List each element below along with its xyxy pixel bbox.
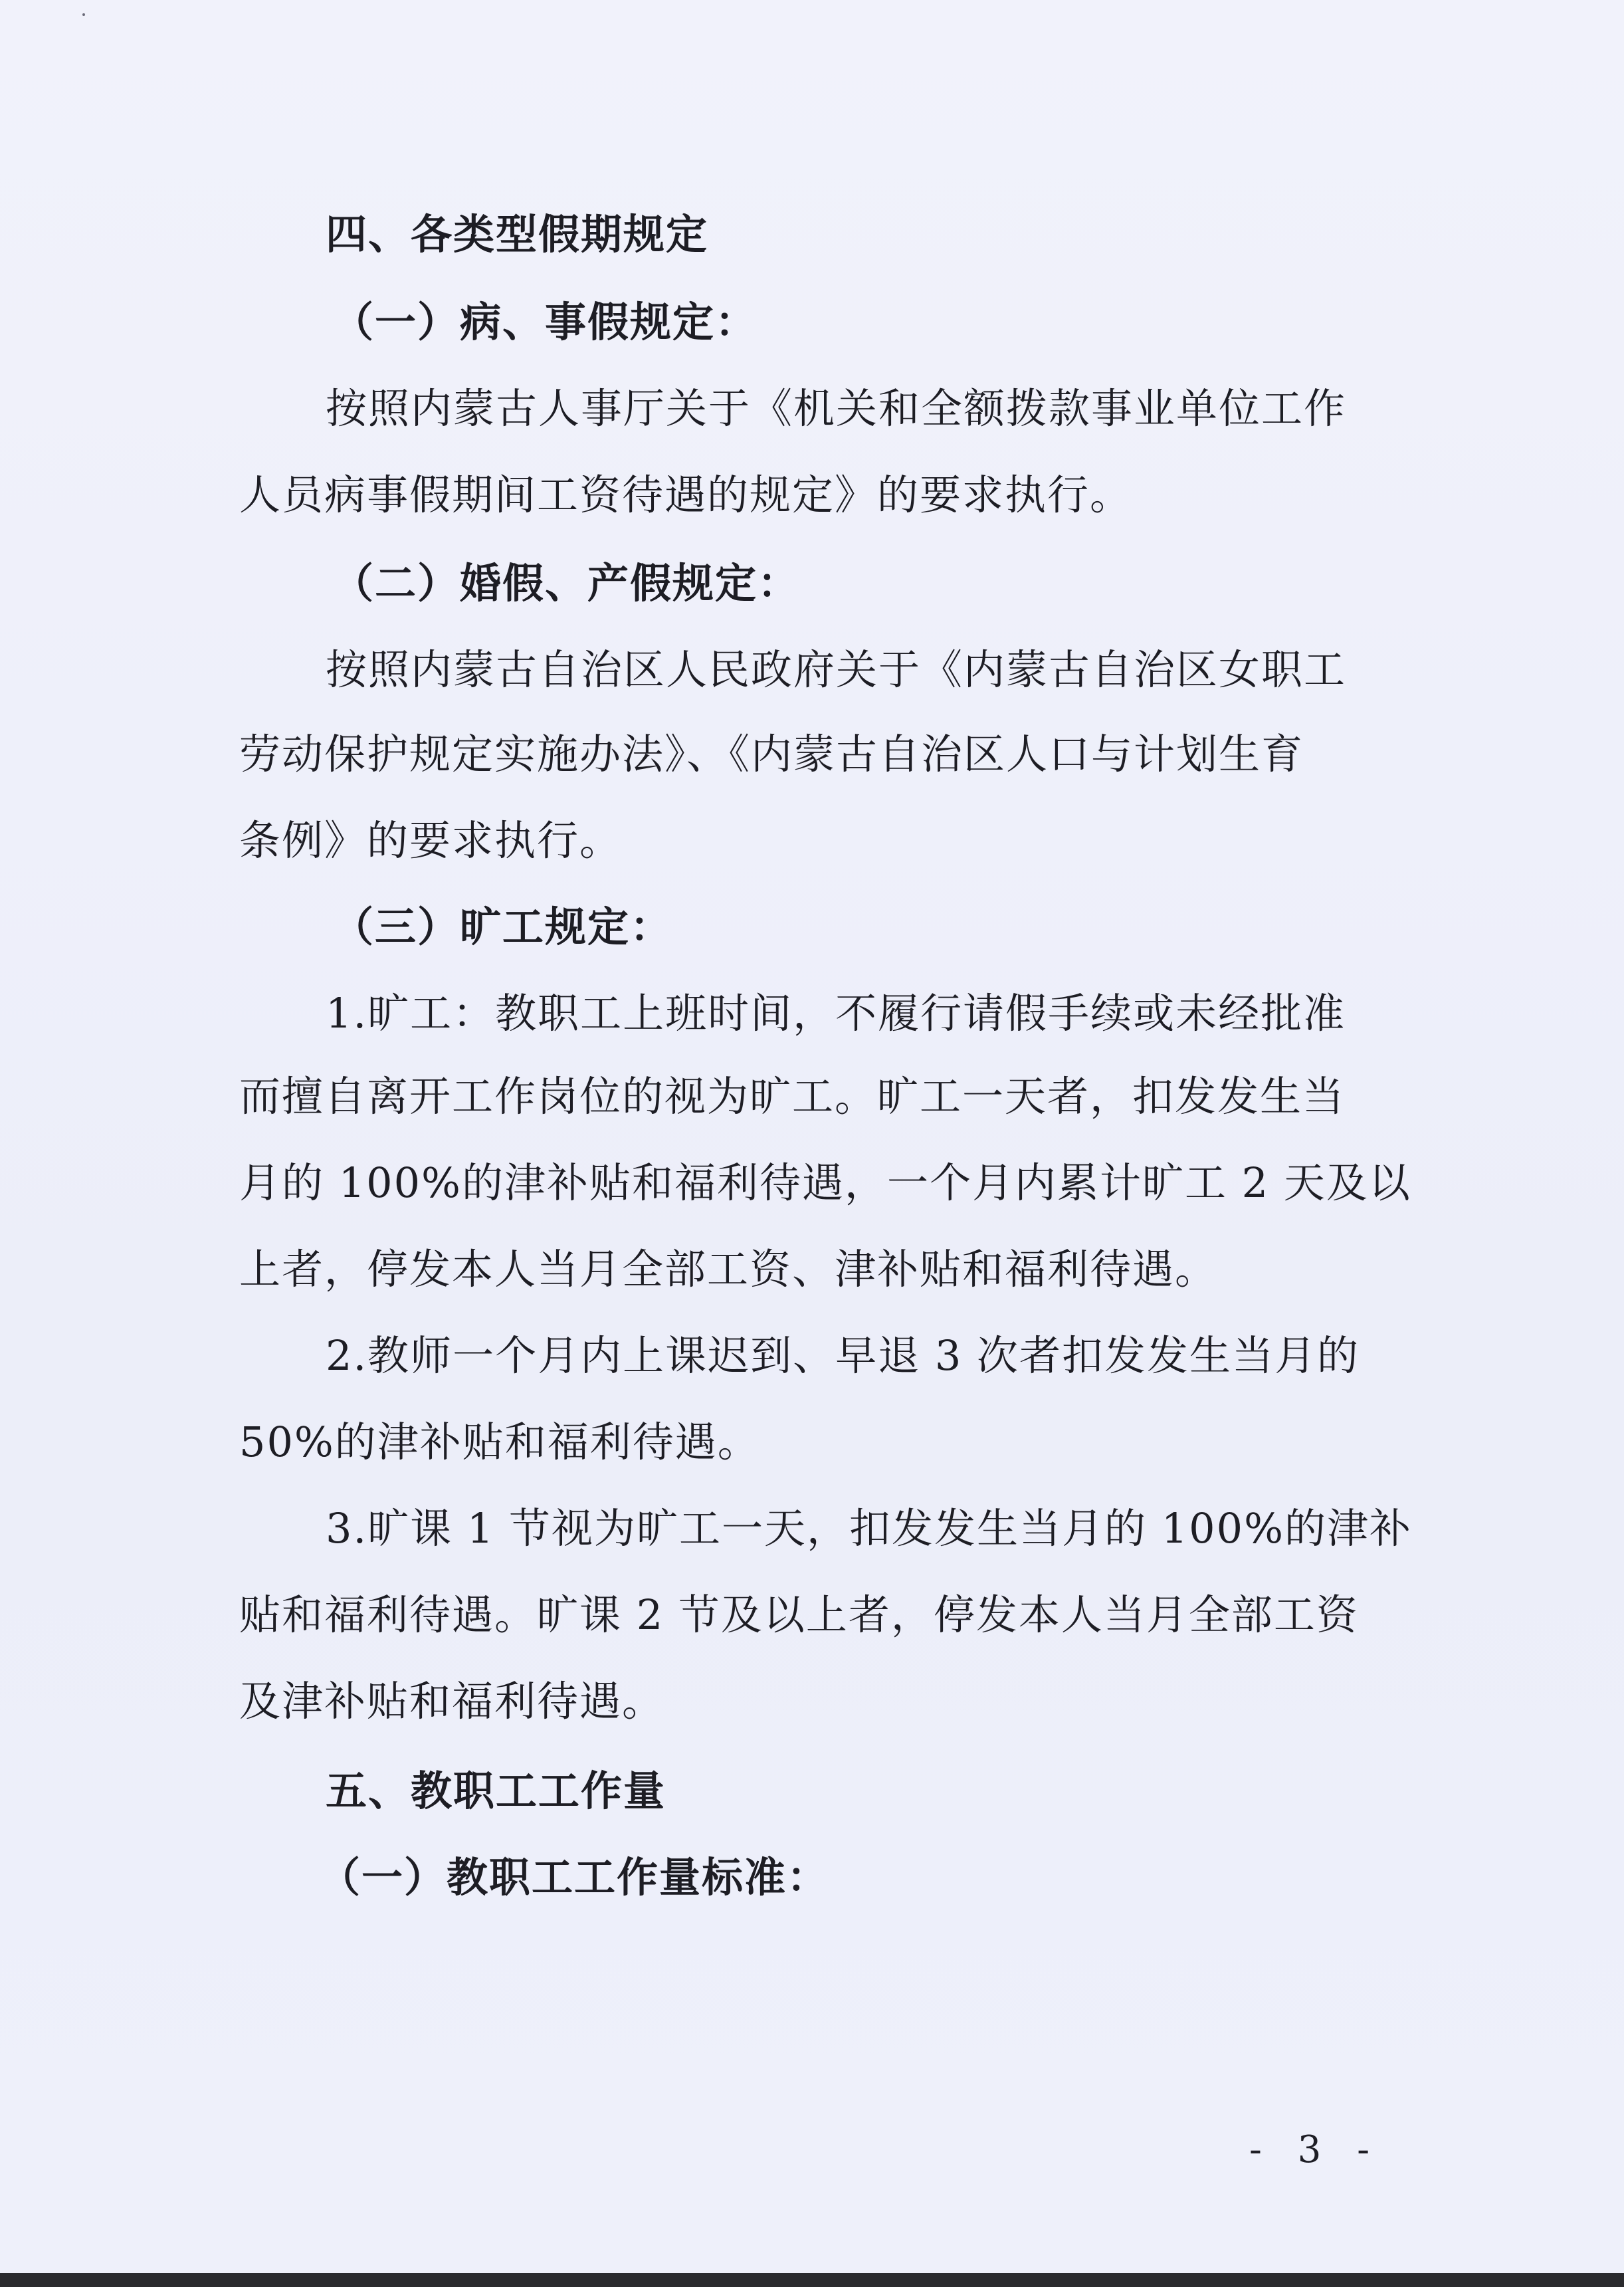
paragraph-line: 及津补贴和福利待遇。 <box>239 1677 665 1725</box>
paragraph-line: 月的 100%的津补贴和福利待遇，一个月内累计旷工 2 天及以 <box>239 1158 1411 1207</box>
page-number: - 3 - <box>1249 2128 1382 2171</box>
subheading-workload-standard: （一）教职工工作量标准： <box>319 1853 830 1902</box>
scan-bottom-edge <box>0 2273 1624 2287</box>
paragraph-line: 上者，停发本人当月全部工资、津补贴和福利待遇。 <box>239 1245 1218 1293</box>
paragraph-line: 按照内蒙古人事厅关于《机关和全额拨款事业单位工作 <box>326 384 1347 433</box>
paragraph-line: 贴和福利待遇。旷课 2 节及以上者，停发本人当月全部工资 <box>239 1590 1359 1639</box>
subheading-marriage-maternity-leave: （二）婚假、产假规定： <box>332 559 801 607</box>
paragraph-line: 人员病事假期间工资待遇的规定》的要求执行。 <box>239 471 1133 519</box>
subheading-sick-personal-leave: （一）病、事假规定： <box>332 298 758 346</box>
paragraph-line: 条例》的要求执行。 <box>239 816 623 865</box>
paragraph-line: 3.旷课 1 节视为旷工一天，扣发发生当月的 100%的津补 <box>326 1504 1412 1553</box>
paragraph-line: 而擅自离开工作岗位的视为旷工。旷工一天者，扣发发生当 <box>239 1072 1346 1121</box>
subheading-absenteeism: （三）旷工规定： <box>332 903 673 951</box>
paragraph-line: 劳动保护规定实施办法》、《内蒙古自治区人口与计划生育 <box>239 730 1304 778</box>
paragraph-line: 50%的津补贴和福利待遇。 <box>239 1418 760 1466</box>
scan-speck <box>82 13 85 16</box>
paragraph-line: 2.教师一个月内上课迟到、早退 3 次者扣发发生当月的 <box>326 1331 1360 1380</box>
paragraph-line: 1.旷工：教职工上班时间，不履行请假手续或未经批准 <box>326 989 1346 1037</box>
paragraph-line: 按照内蒙古自治区人民政府关于《内蒙古自治区女职工 <box>326 645 1347 694</box>
section-heading-4: 四、各类型假期规定 <box>326 210 709 259</box>
section-heading-5: 五、教职工工作量 <box>326 1767 666 1815</box>
